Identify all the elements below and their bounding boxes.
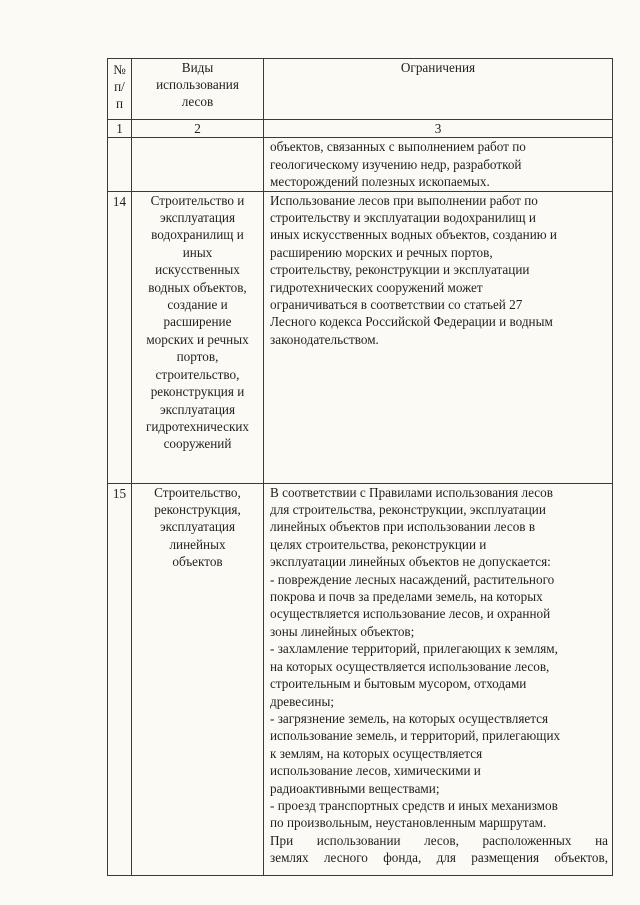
restriction-line-justified: При использовании лесов, расположенных на — [270, 832, 608, 848]
row-restrictions — [264, 191, 613, 483]
restriction-line: - захламление территорий, прилегающих к землям, — [270, 641, 558, 657]
restrictions-table — [107, 58, 613, 876]
kind-line: Строительство и — [150, 192, 245, 208]
row-number: 15 — [108, 483, 132, 875]
restriction-line: покрова и почв за пределами земель, на которых — [270, 589, 543, 605]
restriction-line: геологическому изучению недр, разработкой — [270, 156, 522, 172]
restriction-line: использование земель, и территорий, прилегающих — [270, 728, 561, 744]
column-number: 1 — [108, 120, 132, 138]
restriction-line: зоны линейных объектов; — [270, 623, 415, 639]
restriction-line: древесины; — [270, 693, 334, 709]
restriction-line: гидротехнических сооружений может — [270, 279, 483, 295]
restriction-line: строительным и бытовым мусором, отходами — [270, 676, 527, 692]
restriction-line: использование лесов, химическими и — [270, 763, 481, 779]
kind-line: сооружений — [163, 436, 232, 452]
kind-line: реконструкция, — [154, 502, 241, 518]
kind-line: Строительство, — [154, 484, 241, 500]
kind-line: портов, — [176, 349, 219, 365]
row-restrictions — [264, 138, 613, 191]
restriction-line: целях строительства, реконструкции и — [270, 536, 487, 552]
table-row — [108, 138, 613, 191]
restriction-line: по произвольным, неустановленным маршрутам. — [270, 815, 547, 831]
restriction-line: строительству, реконструкции и эксплуатации — [270, 262, 530, 278]
restriction-line: объектов, связанных с выполнением работ по — [270, 139, 526, 155]
header-restrictions: Ограничения — [264, 59, 613, 120]
restriction-line: на которых осуществляется использование лесов, — [270, 658, 550, 674]
restriction-line: линейных объектов при использовании лесов в — [270, 519, 536, 535]
restriction-line: В соответствии с Правилами использования лесов — [270, 484, 553, 500]
row-kind — [132, 191, 264, 483]
restriction-line: - проезд транспортных средств и иных механизмов — [270, 797, 558, 813]
restriction-line: строительству и эксплуатации водохранилищ и — [270, 210, 536, 226]
restriction-line: - загрязнение земель, на которых осуществляется — [270, 710, 549, 726]
kind-line: эксплуатация — [159, 401, 236, 417]
restriction-line: месторождений полезных ископаемых. — [270, 174, 490, 190]
table-header-row — [108, 59, 613, 120]
restriction-line-justified: землях лесного фонда, для размещения объектов, — [270, 850, 608, 866]
row-number — [108, 138, 132, 191]
kind-line: эксплуатация — [159, 519, 236, 535]
header-number-line: п — [115, 96, 124, 111]
restriction-line: радиоактивными веществами; — [270, 780, 440, 796]
row-number: 14 — [108, 191, 132, 483]
header-number — [108, 59, 132, 120]
column-number: 2 — [132, 120, 264, 138]
restriction-line: - повреждение лесных насаждений, растительного — [270, 571, 555, 587]
restriction-line: Использование лесов при выполнении работ по — [270, 192, 538, 208]
restriction-line: законодательством. — [270, 331, 379, 347]
restriction-line: расширению морских и речных портов, — [270, 244, 493, 260]
kind-line: реконструкция и — [150, 384, 245, 400]
header-number-line: п/ — [114, 79, 125, 94]
kind-line: эксплуатация — [159, 210, 236, 226]
header-kinds-line: использования — [156, 77, 239, 92]
table-row — [108, 191, 613, 483]
kind-line: иных — [182, 244, 213, 260]
table-row — [108, 483, 613, 875]
kind-line: создание и — [167, 297, 228, 313]
restriction-line: Лесного кодекса Российской Федерации и водным — [270, 314, 553, 330]
restriction-line: иных искусственных водных объектов, созданию и — [270, 227, 557, 243]
column-number-row — [108, 120, 613, 138]
restriction-line: осуществляется использование лесов, и охранной — [270, 606, 551, 622]
restriction-line: ограничиваться в соответствии со статьей 27 — [270, 297, 523, 313]
kind-line: морских и речных — [146, 331, 249, 347]
row-kind — [132, 138, 264, 191]
row-kind — [132, 483, 264, 875]
restriction-line: к землям, на которых осуществляется — [270, 745, 483, 761]
header-kinds — [132, 59, 264, 120]
header-kinds-line: лесов — [181, 94, 214, 109]
column-number: 3 — [264, 120, 613, 138]
kind-line: водохранилищ и — [151, 227, 244, 243]
kind-line: искусственных — [155, 262, 240, 278]
kind-line: строительство, — [155, 366, 240, 382]
restriction-line: эксплуатации линейных объектов не допускается: — [270, 554, 551, 570]
kind-line: линейных — [169, 536, 226, 552]
row-restrictions — [264, 483, 613, 875]
kind-line: объектов — [172, 554, 223, 570]
header-number-line: № — [113, 62, 126, 77]
kind-line: гидротехнических — [145, 418, 250, 434]
kind-line: расширение — [163, 314, 232, 330]
header-kinds-line: Виды — [181, 60, 214, 75]
restriction-line: для строительства, реконструкции, эксплуатации — [270, 502, 546, 518]
kind-line: водных объектов, — [148, 279, 247, 295]
